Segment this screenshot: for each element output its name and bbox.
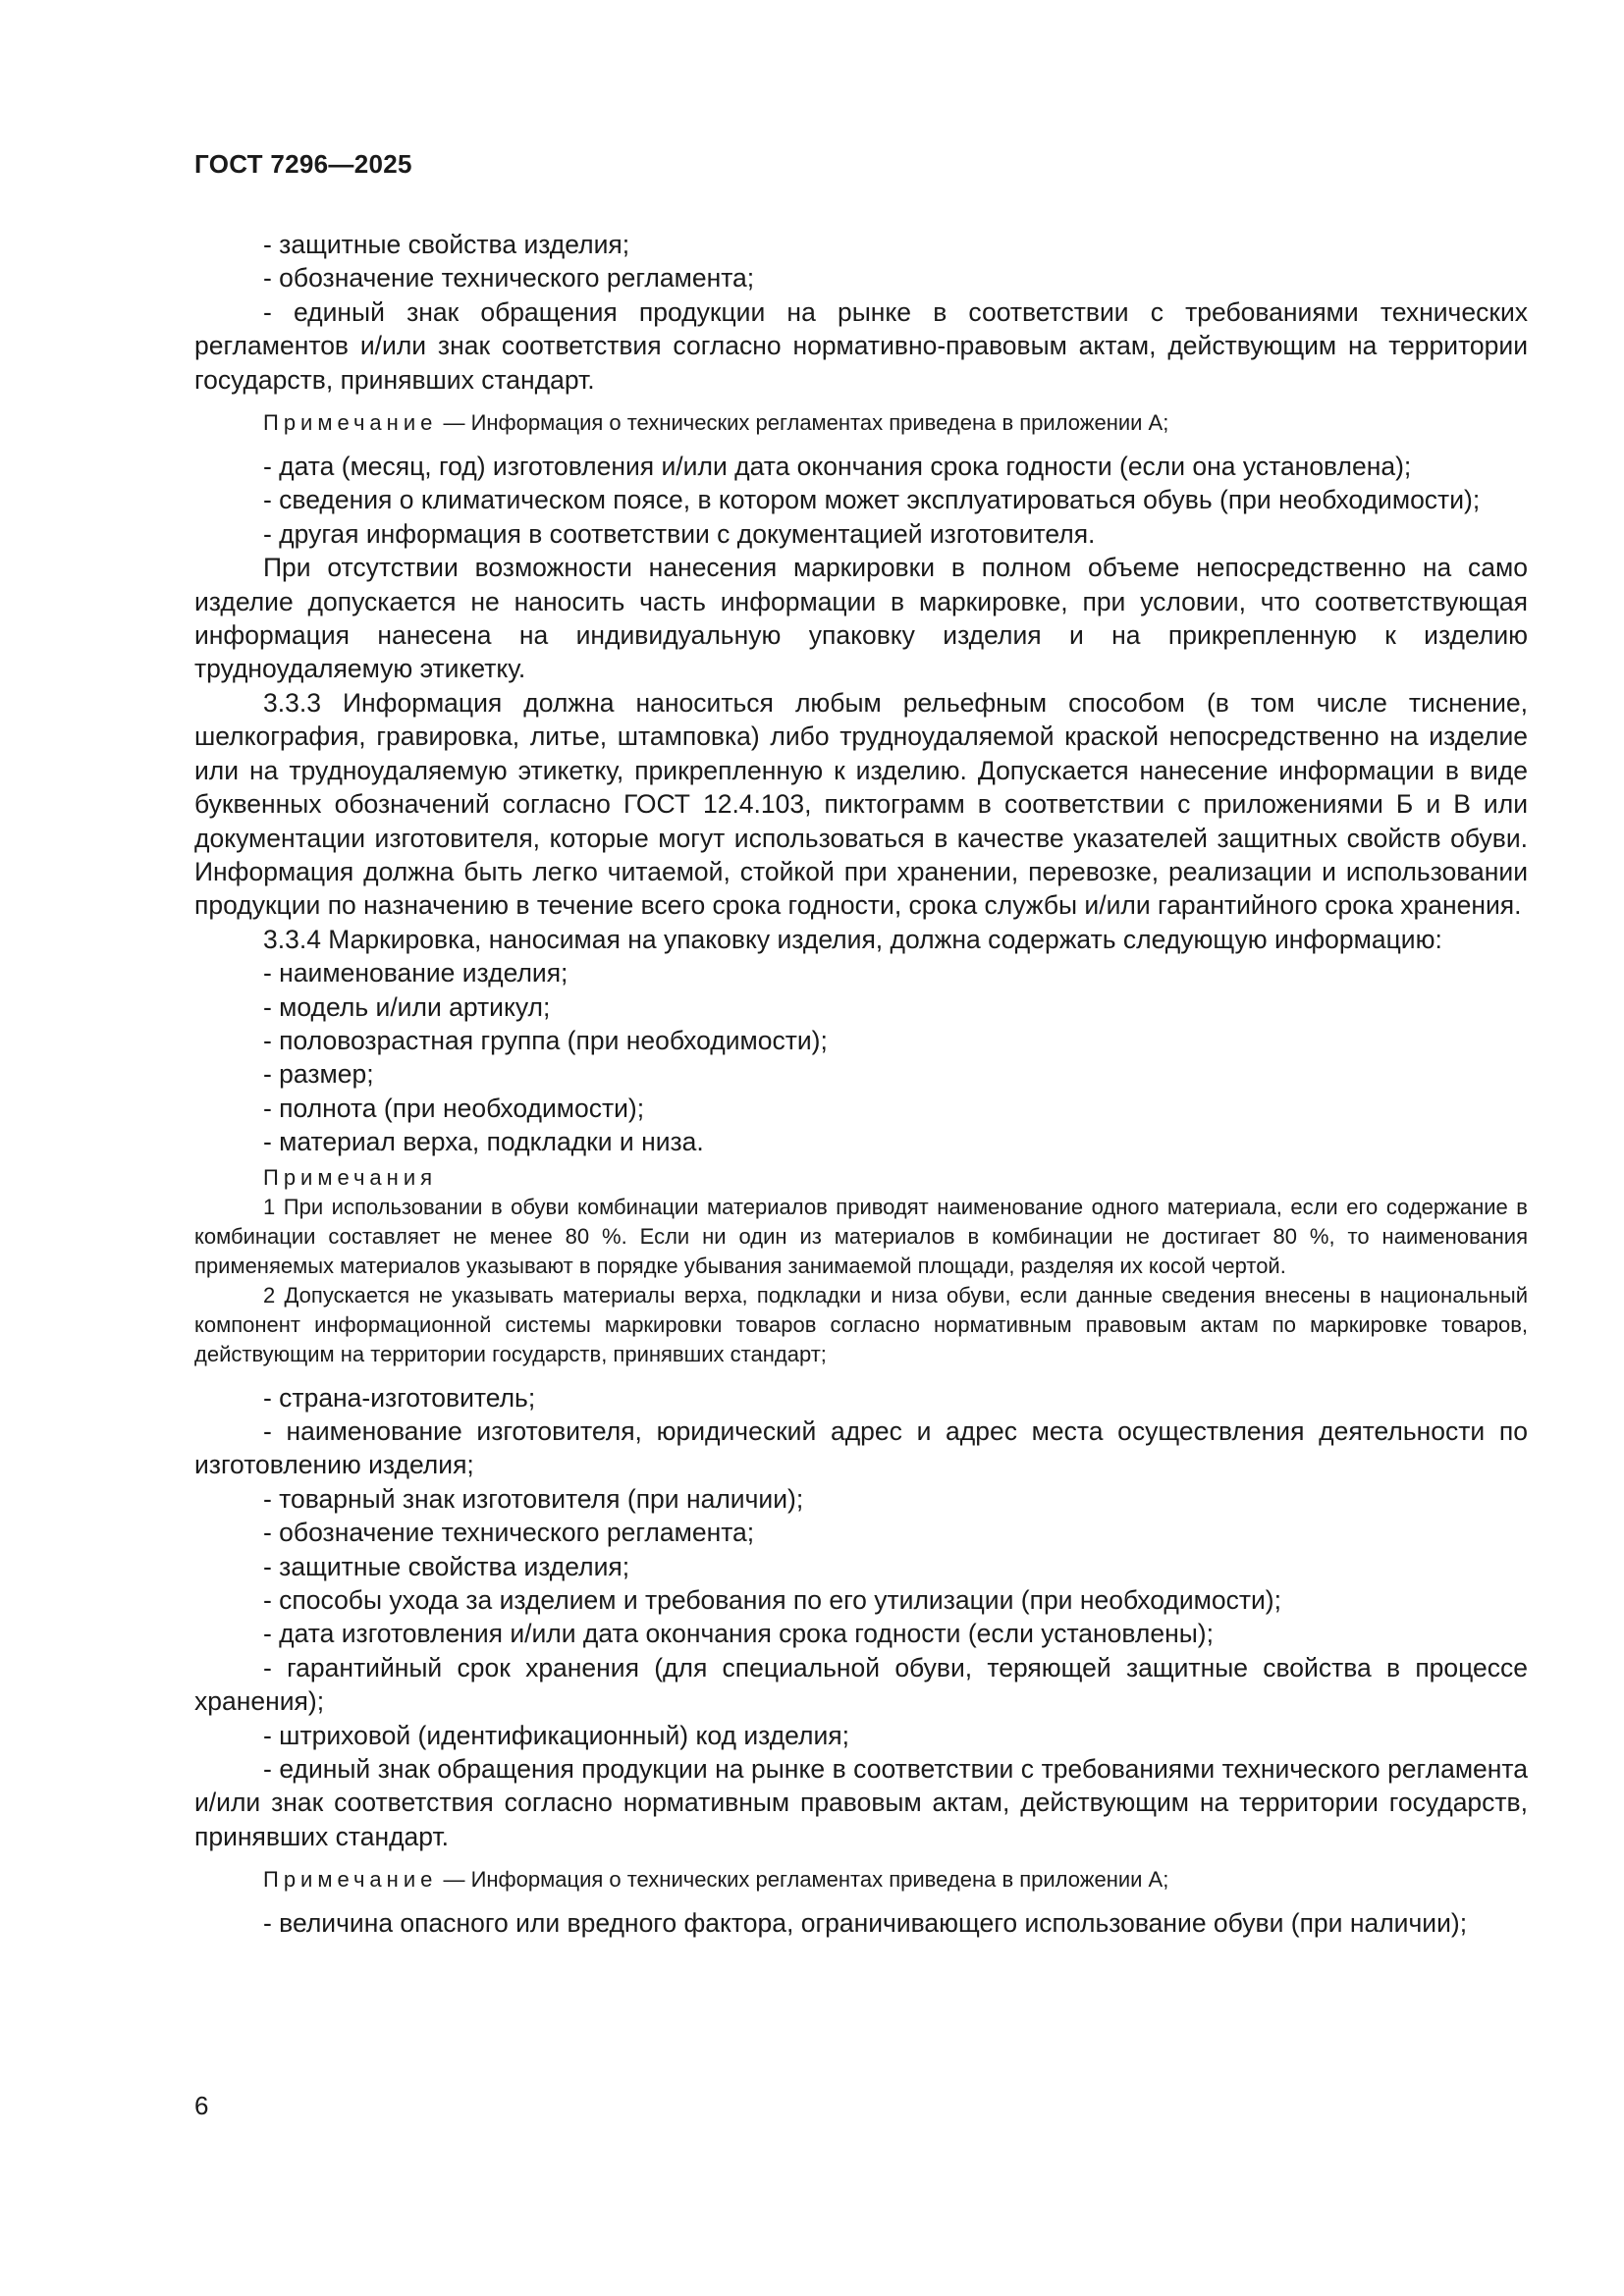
notes-block [194, 1163, 1528, 1369]
paragraph: - товарный знак изготовителя (при наличии); [263, 1483, 804, 1514]
notes-heading [194, 1163, 1528, 1193]
paragraph: - страна-изготовитель; [263, 1382, 536, 1413]
paragraph: 3.3.3 Информация должна наноситься любым рельефным способом (в том числе тиснение, шелкография, гравировка, литье, штамповка) либо трудноудаляемой краской непосредственно на изделие или на трудноудаляемую этикетку, прикрепленную к изделию. Допускается нанесение информации в виде буквенных обозначений согласно ГОСТ 12.4.103, пиктограмм в соответствии с приложениями Б и В или документации изготовителя, которые могут использоваться в качестве указателей защитных свойств обуви. Информация должна быть легко читаемой, стойкой при хранении, перевозке, реализации и использовании продукции по назначению в течение всего срока годности, срока службы и/или гарантийного срока хранения. [194, 687, 1528, 921]
paragraph: - модель и/или артикул; [263, 991, 551, 1022]
note-item: 2 Допускается не указывать материалы верха, подкладки и низа обуви, если данные сведения внесены в национальный компонент информационной системы маркировки товаров согласно нормативным правовым актам по маркировке товаров, действующим на территории государств, принявших стандарт; [194, 1282, 1528, 1366]
paragraph: - сведения о климатическом поясе, в котором может эксплуатироваться обувь (при необходимости); [263, 485, 1481, 515]
paragraph: При отсутствии возможности нанесения маркировки в полном объеме непосредственно на само изделие допускается не наносить часть информации в маркировке, при условии, что соответствующая информация нанесена на индивидуальную упаковку изделия и на прикрепленную к изделию трудноудаляемую этикетку. [194, 553, 1528, 684]
paragraph: 3.3.4 Маркировка, наносимая на упаковку изделия, должна содержать следующую информацию: [263, 924, 1442, 954]
document-header: ГОСТ 7296—2025 [194, 149, 412, 179]
note-label: Примечание [263, 1867, 438, 1893]
paragraph: - размер; [263, 1059, 374, 1090]
note-text: — Информация о технических регламентах приведена в приложении А; [437, 1867, 1169, 1893]
paragraph: - материал верха, подкладки и низа. [263, 1127, 704, 1157]
paragraph: - способы ухода за изделием и требования по его утилизации (при необходимости); [263, 1585, 1281, 1615]
paragraph: - единый знак обращения продукции на рынке в соответствии с требованиями технического регламента и/или знак соответствия согласно нормативным правовым актам, действующим на территории государств, принявших стандарт. [194, 1754, 1528, 1851]
paragraph: - защитные свойства изделия; [263, 1551, 630, 1581]
paragraph: - единый знак обращения продукции на рынке в соответствии с требованиями технических регламентов и/или знак соответствия согласно нормативно-правовым актам, действующим на территории государств, принявших стандарт. [194, 296, 1528, 395]
paragraph: - обозначение технического регламента; [263, 263, 755, 294]
paragraph: - обозначение технического регламента; [263, 1518, 755, 1548]
paragraph: - другая информация в соответствии с документацией изготовителя. [263, 518, 1096, 549]
paragraph: - дата (месяц, год) изготовления и/или дата окончания срока годности (если она установлена); [263, 452, 1412, 482]
paragraph: - величина опасного или вредного фактора, ограничивающего использование обуви (при наличии); [263, 1908, 1468, 1939]
notes-label: Примечания [263, 1164, 438, 1190]
paragraph: - полнота (при необходимости); [263, 1093, 645, 1123]
paragraph: - штриховой (идентификационный) код изделия; [263, 1720, 849, 1750]
note [194, 408, 1528, 438]
paragraph: - половозрастная группа (при необходимости); [263, 1025, 828, 1055]
note-text: — Информация о технических регламентах приведена в приложении А; [437, 410, 1169, 436]
paragraph: - гарантийный срок хранения (для специальной обуви, теряющей защитные свойства в процессе хранения); [194, 1652, 1528, 1717]
page-number: 6 [194, 2091, 209, 2120]
note [194, 1865, 1528, 1895]
note-label: Примечание [263, 410, 438, 436]
paragraph: - защитные свойства изделия; [263, 230, 630, 259]
paragraph: - дата изготовления и/или дата окончания срока годности (если установлены); [263, 1619, 1214, 1649]
page-body [194, 228, 1528, 1941]
paragraph: - наименование изготовителя, юридический адрес и адрес места осуществления деятельности по изготовлению изделия; [194, 1415, 1528, 1480]
paragraph: - наименование изделия; [263, 958, 568, 988]
note-item: 1 При использовании в обуви комбинации материалов приводят наименование одного материала, если его содержание в комбинации составляет не менее 80 %. Если ни один из материалов в комбинации не достигает 80 %, то наименования применяемых материалов указывают в порядке убывания занимаемой площади, разделяя их косой чертой. [194, 1194, 1528, 1278]
